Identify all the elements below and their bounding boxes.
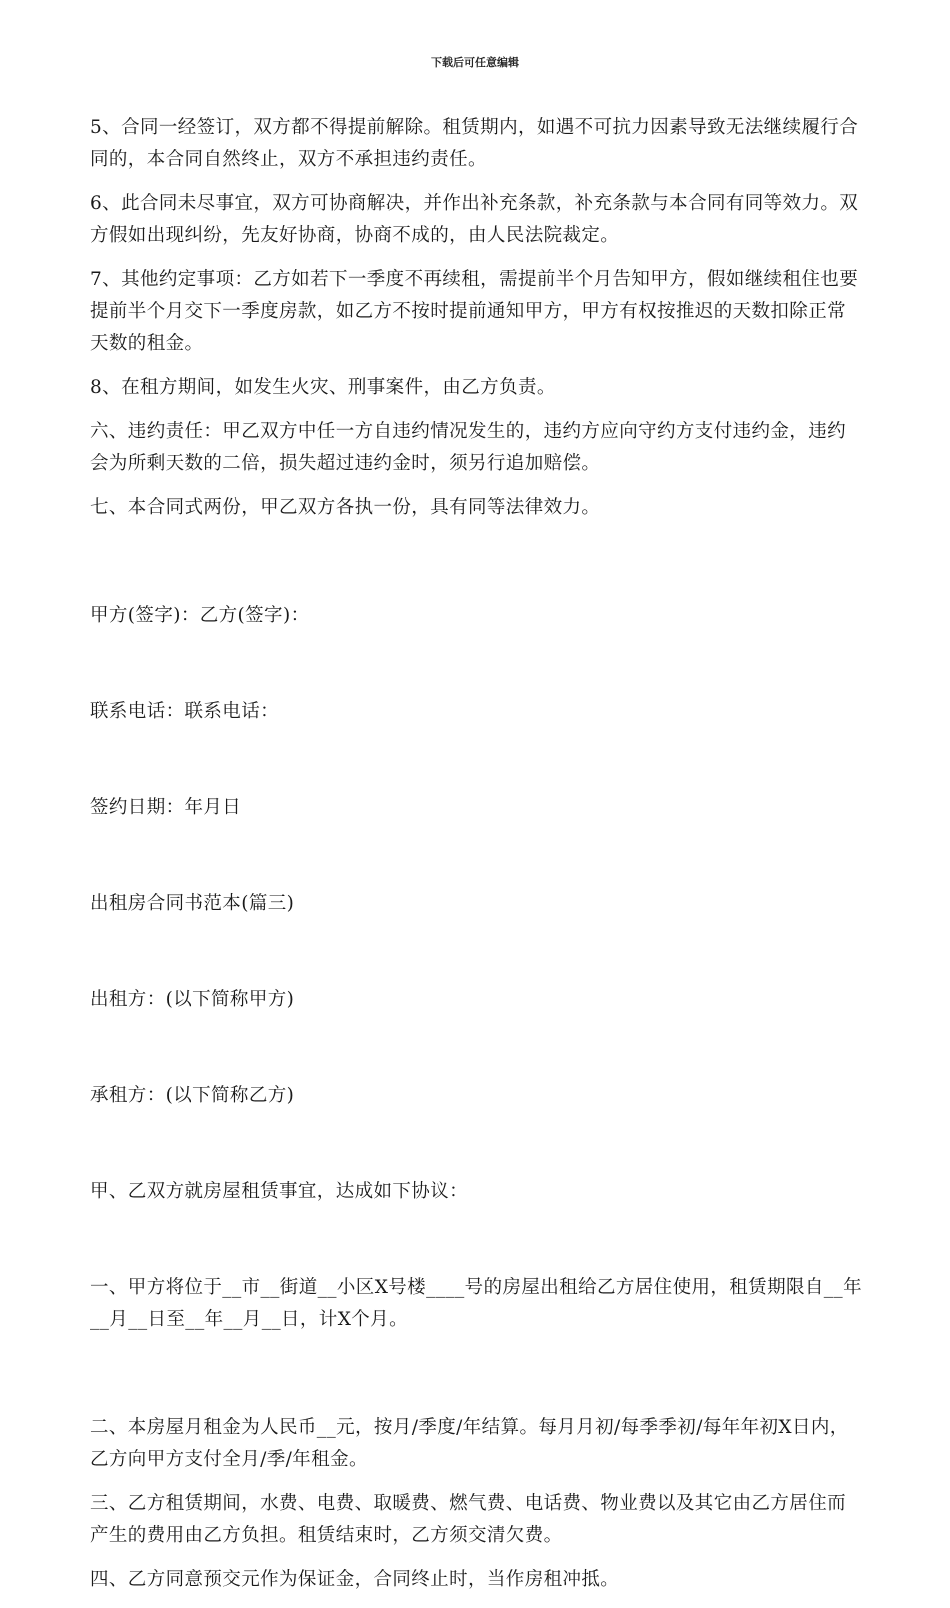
signature-line: 甲方(签字)：乙方(签字)：: [90, 605, 310, 626]
date-line: 签约日期：年月日: [90, 797, 242, 818]
lessor-line: 出租方：(以下简称甲方): [90, 989, 295, 1010]
clause-four: 四、乙方同意预交元作为保证金，合同终止时，当作房租冲抵。: [90, 1569, 620, 1590]
clause-one: 一、甲方将位于__市__街道__小区X号楼____号的房屋出租给乙方居住使用，租赁期限自__年__月__日至__年__月__日，计X个月。: [90, 1277, 862, 1330]
document-body: [90, 112, 864, 1608]
clause-7: 7、其他约定事项：乙方如若下一季度不再续租，需提前半个月告知甲方，假如继续租住也要提前半个月交下一季度房款，如乙方不按时提前通知甲方，甲方有权按推迟的天数扣除正常天数的租金。: [90, 269, 859, 354]
section-title: 出租房合同书范本(篇三): [90, 893, 295, 914]
clause-two: 二、本房屋月租金为人民币__元，按月/季度/年结算。每月月初/每季季初/每年年初X日内，乙方向甲方支付全月/季/年租金。: [90, 1417, 849, 1470]
page-header: 下载后可任意编辑: [431, 56, 519, 69]
breach-liability-clause: 六、违约责任：甲乙双方中任一方自违约情况发生的，违约方应向守约方支付违约金，违约会为所剩天数的二倍，损失超过违约金时，须另行追加赔偿。: [90, 421, 847, 474]
clause-8: 8、在租方期间，如发生火灾、刑事案件，由乙方负责。: [90, 377, 556, 398]
lessee-line: 承租方：(以下简称乙方): [90, 1085, 295, 1106]
clause-5: 5、合同一经签订，双方都不得提前解除。租赁期内，如遇不可抗力因素导致无法继续履行合同的，本合同自然终止，双方不承担违约责任。: [90, 117, 859, 170]
phone-line: 联系电话：联系电话：: [90, 701, 280, 722]
clause-three: 三、乙方租赁期间，水费、电费、取暖费、燃气费、电话费、物业费以及其它由乙方居住而产生的费用由乙方负担。租赁结束时，乙方须交清欠费。: [90, 1493, 847, 1546]
copies-clause: 七、本合同式两份，甲乙双方各执一份，具有同等法律效力。: [90, 497, 601, 518]
signature-block: [90, 536, 864, 1400]
agreement-intro: 甲、乙双方就房屋租赁事宜，达成如下协议：: [90, 1181, 469, 1202]
clause-6: 6、此合同未尽事宜，双方可协商解决，并作出补充条款，补充条款与本合同有同等效力。双方假如出现纠纷，先友好协商，协商不成的，由人民法院裁定。: [90, 193, 859, 246]
